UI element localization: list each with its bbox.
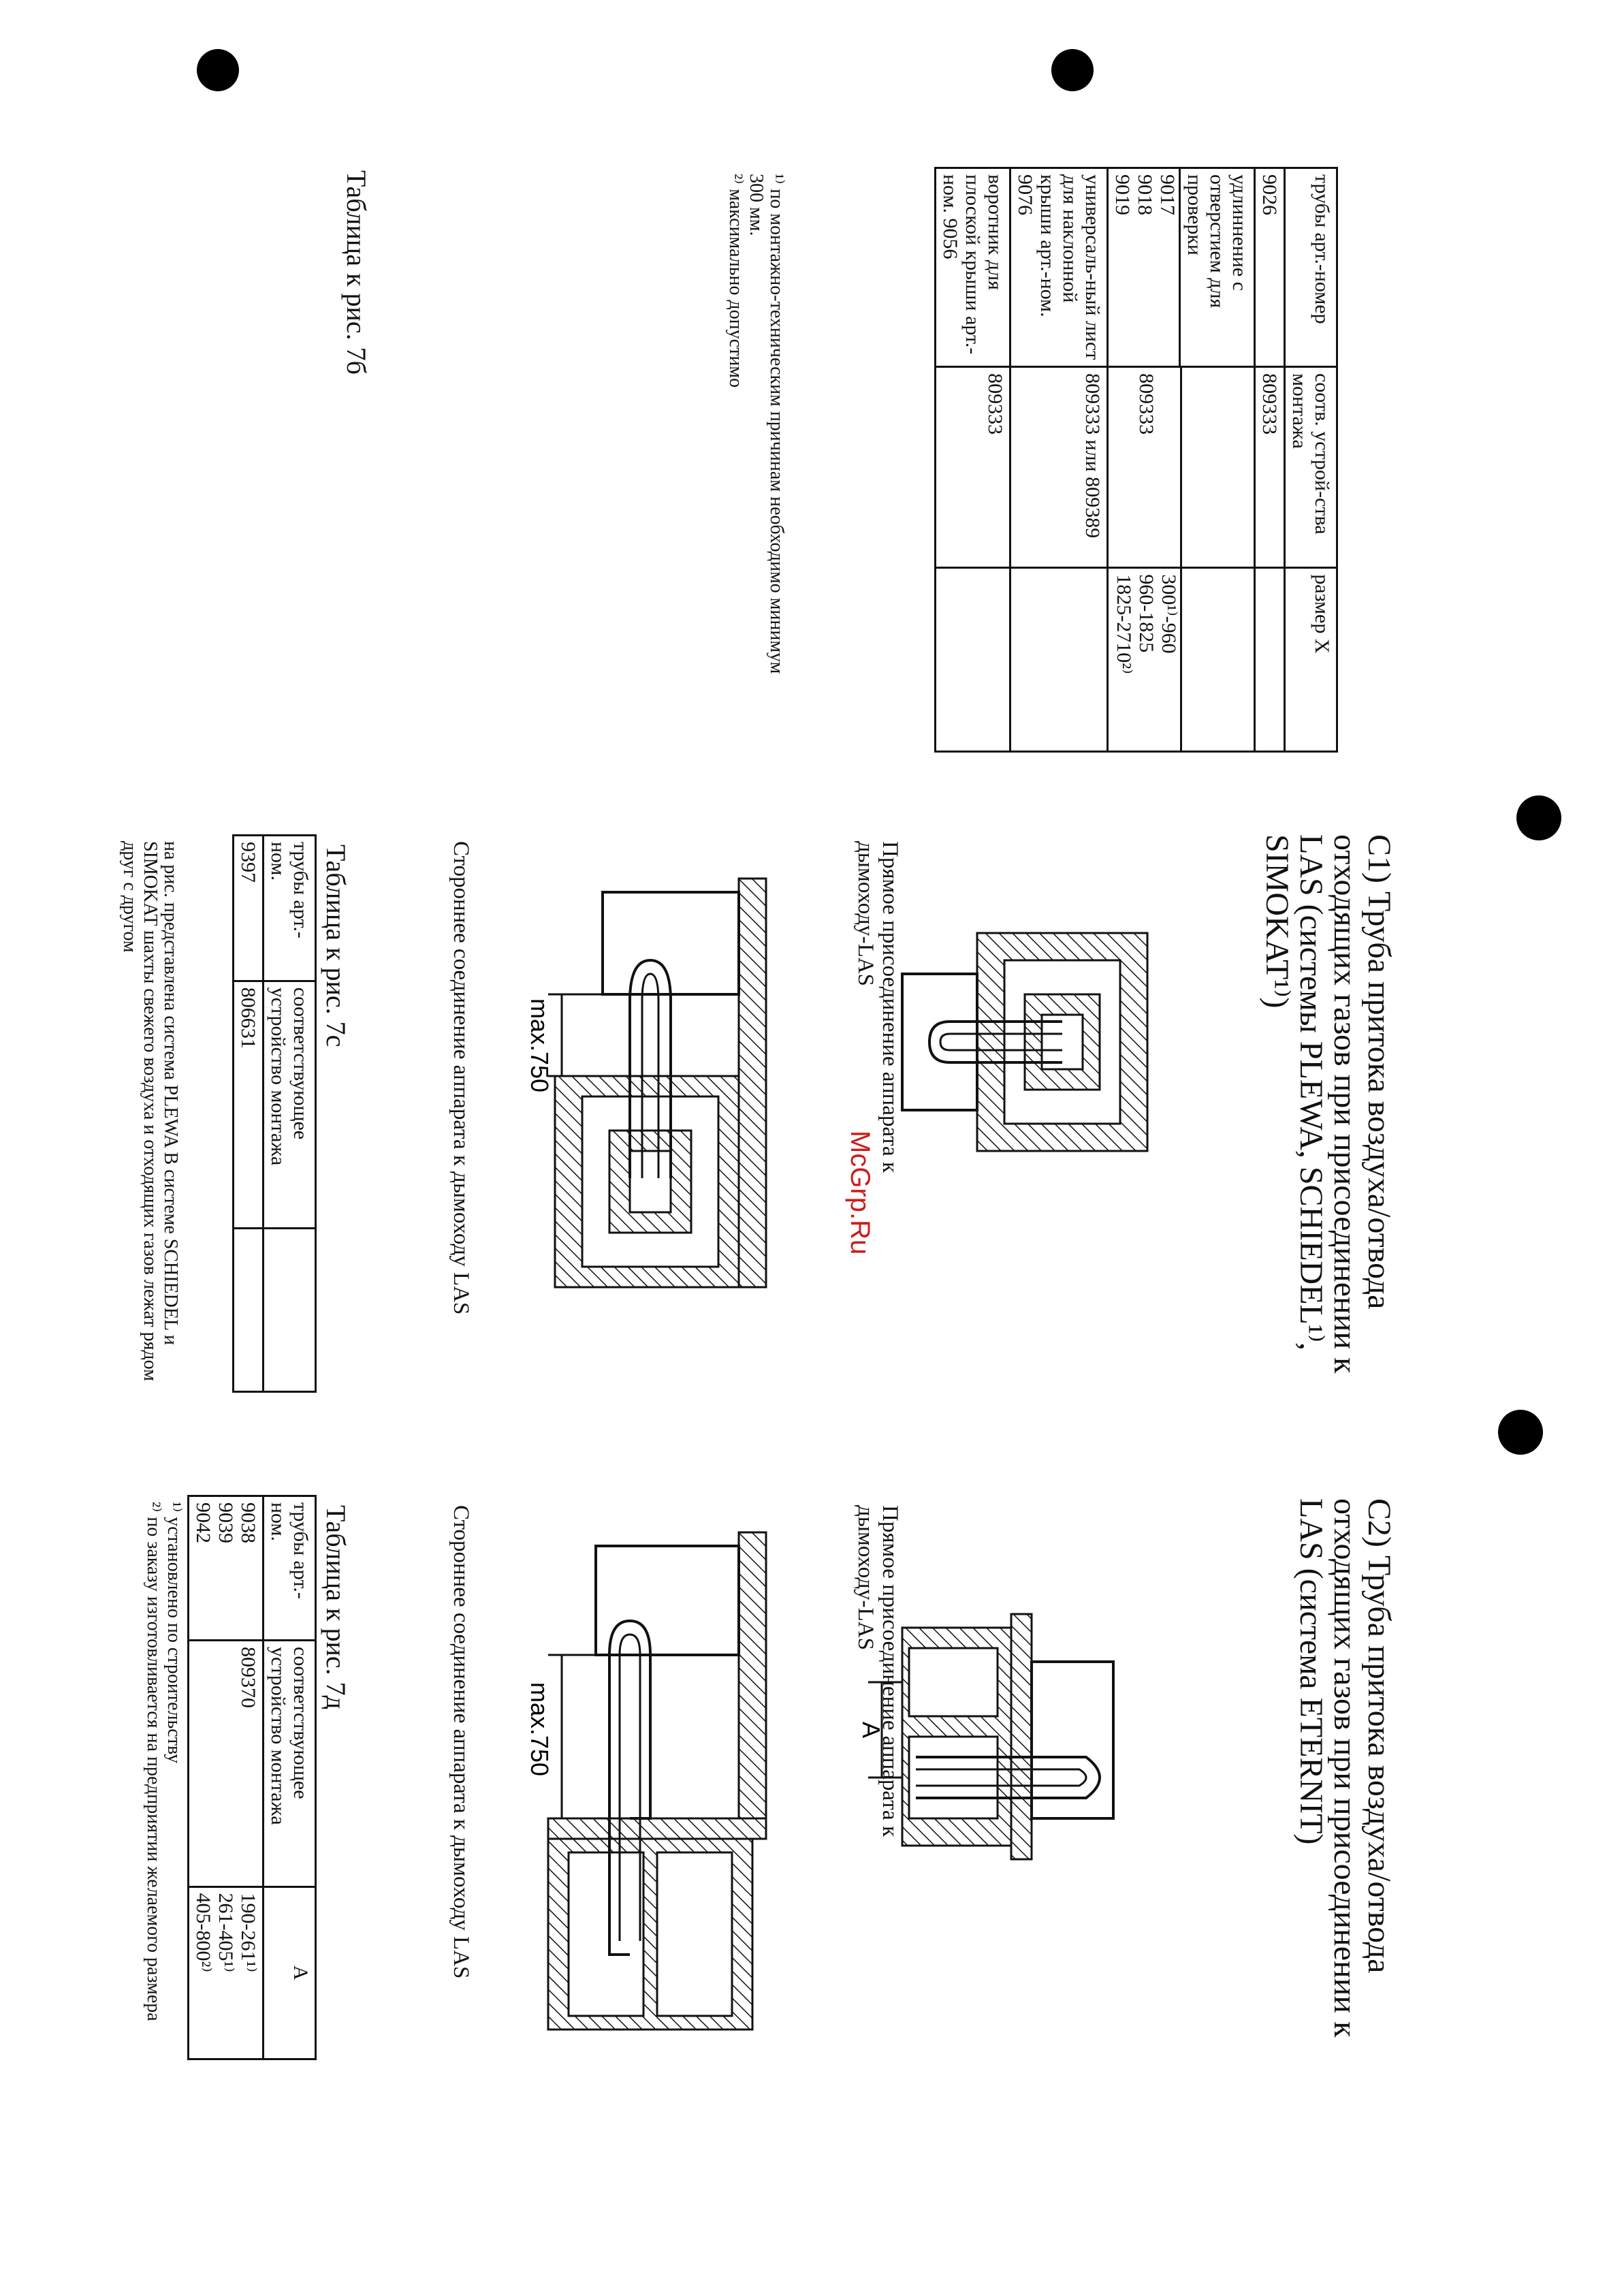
- table-cell: 806631: [234, 981, 264, 1228]
- table-cell: 1825-2710²⁾: [1113, 574, 1135, 674]
- punch-hole-3: [1516, 795, 1561, 840]
- section-c2-direct-caption: Прямое присоединение аппарата к дымоходу-LAS: [853, 1505, 902, 1837]
- table-cell: 9042: [192, 1502, 214, 1543]
- footnote-2: ²⁾ максимально допустимо: [725, 174, 746, 388]
- table-cell: 261-405¹⁾: [214, 1893, 237, 1972]
- section-c1-direct-caption: Прямое присоединение аппарата к дымоходу-LAS: [853, 841, 902, 1173]
- appliance: [596, 1546, 739, 1655]
- table-cell: 9019: [1111, 174, 1134, 215]
- section-c1-note: на рис. представлена система PLEWA В системе SCHIEDEL и SIMOKAT шахты свежего воздуха и отходящих газов лежат рядом друг с другом: [119, 841, 181, 1381]
- punch-hole-1: [197, 49, 239, 91]
- table-7c-header-extra: [264, 1228, 316, 1391]
- table-7d-title: Таблица к рис. 7д: [321, 1505, 351, 1710]
- section-c1-heading: C1) Труба притока воздуха/отвода отходящих газов при присоединении к LAS (системы PLEWA, SCHIEDEL¹⁾, SIMOKAT¹⁾): [1259, 834, 1397, 1374]
- table-7c-header-device: соответствующее устройство монтажа: [264, 981, 316, 1228]
- flue-duct: [569, 1852, 643, 2016]
- chimney-top-plate: [1011, 1614, 1032, 1859]
- watermark: McGrp.Ru: [845, 1131, 875, 1255]
- table-cell: [1010, 568, 1108, 752]
- table-7c-title: Таблица к рис. 7с: [321, 844, 351, 1047]
- footnote-1: ¹⁾ установлено по строительству: [163, 1502, 185, 1764]
- flue-duct-2: [909, 1737, 998, 1818]
- table-7d: [187, 1495, 317, 2060]
- table-7b-footnotes: [725, 174, 786, 691]
- section-c2-side-caption: Стороннее соединение аппарата к дымоходу LAS: [449, 1505, 473, 1979]
- chimney-top-plate: [548, 1818, 766, 1839]
- table-cell: 9018: [1134, 174, 1156, 215]
- air-duct-1: [909, 1648, 998, 1716]
- table-row: [1108, 168, 1255, 367]
- footnote-2: ²⁾ по заказу изготовливается на предприятии желаемого размера: [143, 1502, 164, 2021]
- table-cell: [189, 1641, 264, 1886]
- table-cell: 9038: [237, 1502, 259, 1543]
- flue-duct: [630, 1151, 671, 1212]
- table-cell: удлиннение с отверстием для проверки: [1179, 169, 1254, 366]
- table-7b-header-size: размер X: [1285, 568, 1337, 752]
- table-row: универсаль-ный лист для наклонной крыши арт.-ном. 9076: [1010, 168, 1108, 367]
- table-row: 9026: [1255, 168, 1285, 367]
- table-cell: 9039: [214, 1502, 237, 1543]
- table-row: [189, 1496, 264, 1641]
- table-cell: [189, 1886, 264, 2059]
- figure-c1-direct: [882, 906, 1175, 1178]
- appliance: [1032, 1662, 1113, 1818]
- table-cell: 9017: [1156, 174, 1179, 215]
- table-7d-header-a: A: [264, 1886, 316, 2059]
- table-cell: 809333: [1255, 367, 1285, 568]
- table-cell: 405-800²⁾: [192, 1893, 214, 1972]
- table-7b: [934, 167, 1338, 753]
- footnote-1: ¹⁾ по монтажно-техническим причинам необходимо минимум 300 мм.: [746, 174, 787, 674]
- table-7d-footnotes: [143, 1502, 184, 2060]
- table-7b-title: Таблица к рис. 7б: [341, 170, 372, 375]
- table-row: воротник для плоской крыши арт.-ном. 9056: [936, 168, 1010, 367]
- table-cell: 809333: [1135, 373, 1158, 435]
- table-cell: 300¹⁾-960: [1158, 574, 1180, 654]
- table-cell: 809333 или 809389: [1010, 367, 1108, 568]
- dimension-label: max.750: [526, 998, 554, 1093]
- table-7c-header-article: трубы арт.-ном.: [264, 836, 316, 981]
- table-row: 9397: [234, 836, 264, 981]
- table-cell: [1255, 568, 1285, 752]
- table-cell: [936, 568, 1010, 752]
- table-7b-header-article: трубы арт.-номер: [1285, 168, 1337, 367]
- section-c1-side-caption: Стороннее соединение аппарата к дымоходу LAS: [449, 841, 473, 1315]
- table-7d-header-article: трубы арт.-ном.: [264, 1496, 316, 1641]
- table-cell: [1108, 367, 1255, 568]
- punch-hole-4: [1498, 1410, 1543, 1455]
- table-cell: 190-261¹⁾: [237, 1893, 259, 1972]
- table-cell: 809370: [237, 1647, 259, 1709]
- appliance: [603, 892, 739, 994]
- table-cell: [1108, 568, 1255, 752]
- table-7b-header-device: соотв. устрой-ства монтажа: [1285, 367, 1337, 568]
- punch-hole-2: [1051, 49, 1094, 91]
- table-7d-header-device: соответствующее устройство монтажа: [264, 1641, 316, 1886]
- section-c2-heading: C2) Труба притока воздуха/отвода отходящих газов при присоединении к LAS (система ETERNIT): [1293, 1498, 1397, 2038]
- wall: [739, 879, 766, 1287]
- air-duct: [657, 1852, 732, 2016]
- table-cell: [234, 1228, 264, 1391]
- dimension-a-label: A: [857, 1722, 885, 1739]
- table-7c: [232, 834, 317, 1393]
- wall: [739, 1532, 766, 1818]
- dimension-label: max.750: [526, 1682, 554, 1777]
- figure-c2-direct: [857, 1532, 1202, 1941]
- table-cell: 809333: [936, 367, 1010, 568]
- table-cell: 960-1825: [1135, 574, 1158, 653]
